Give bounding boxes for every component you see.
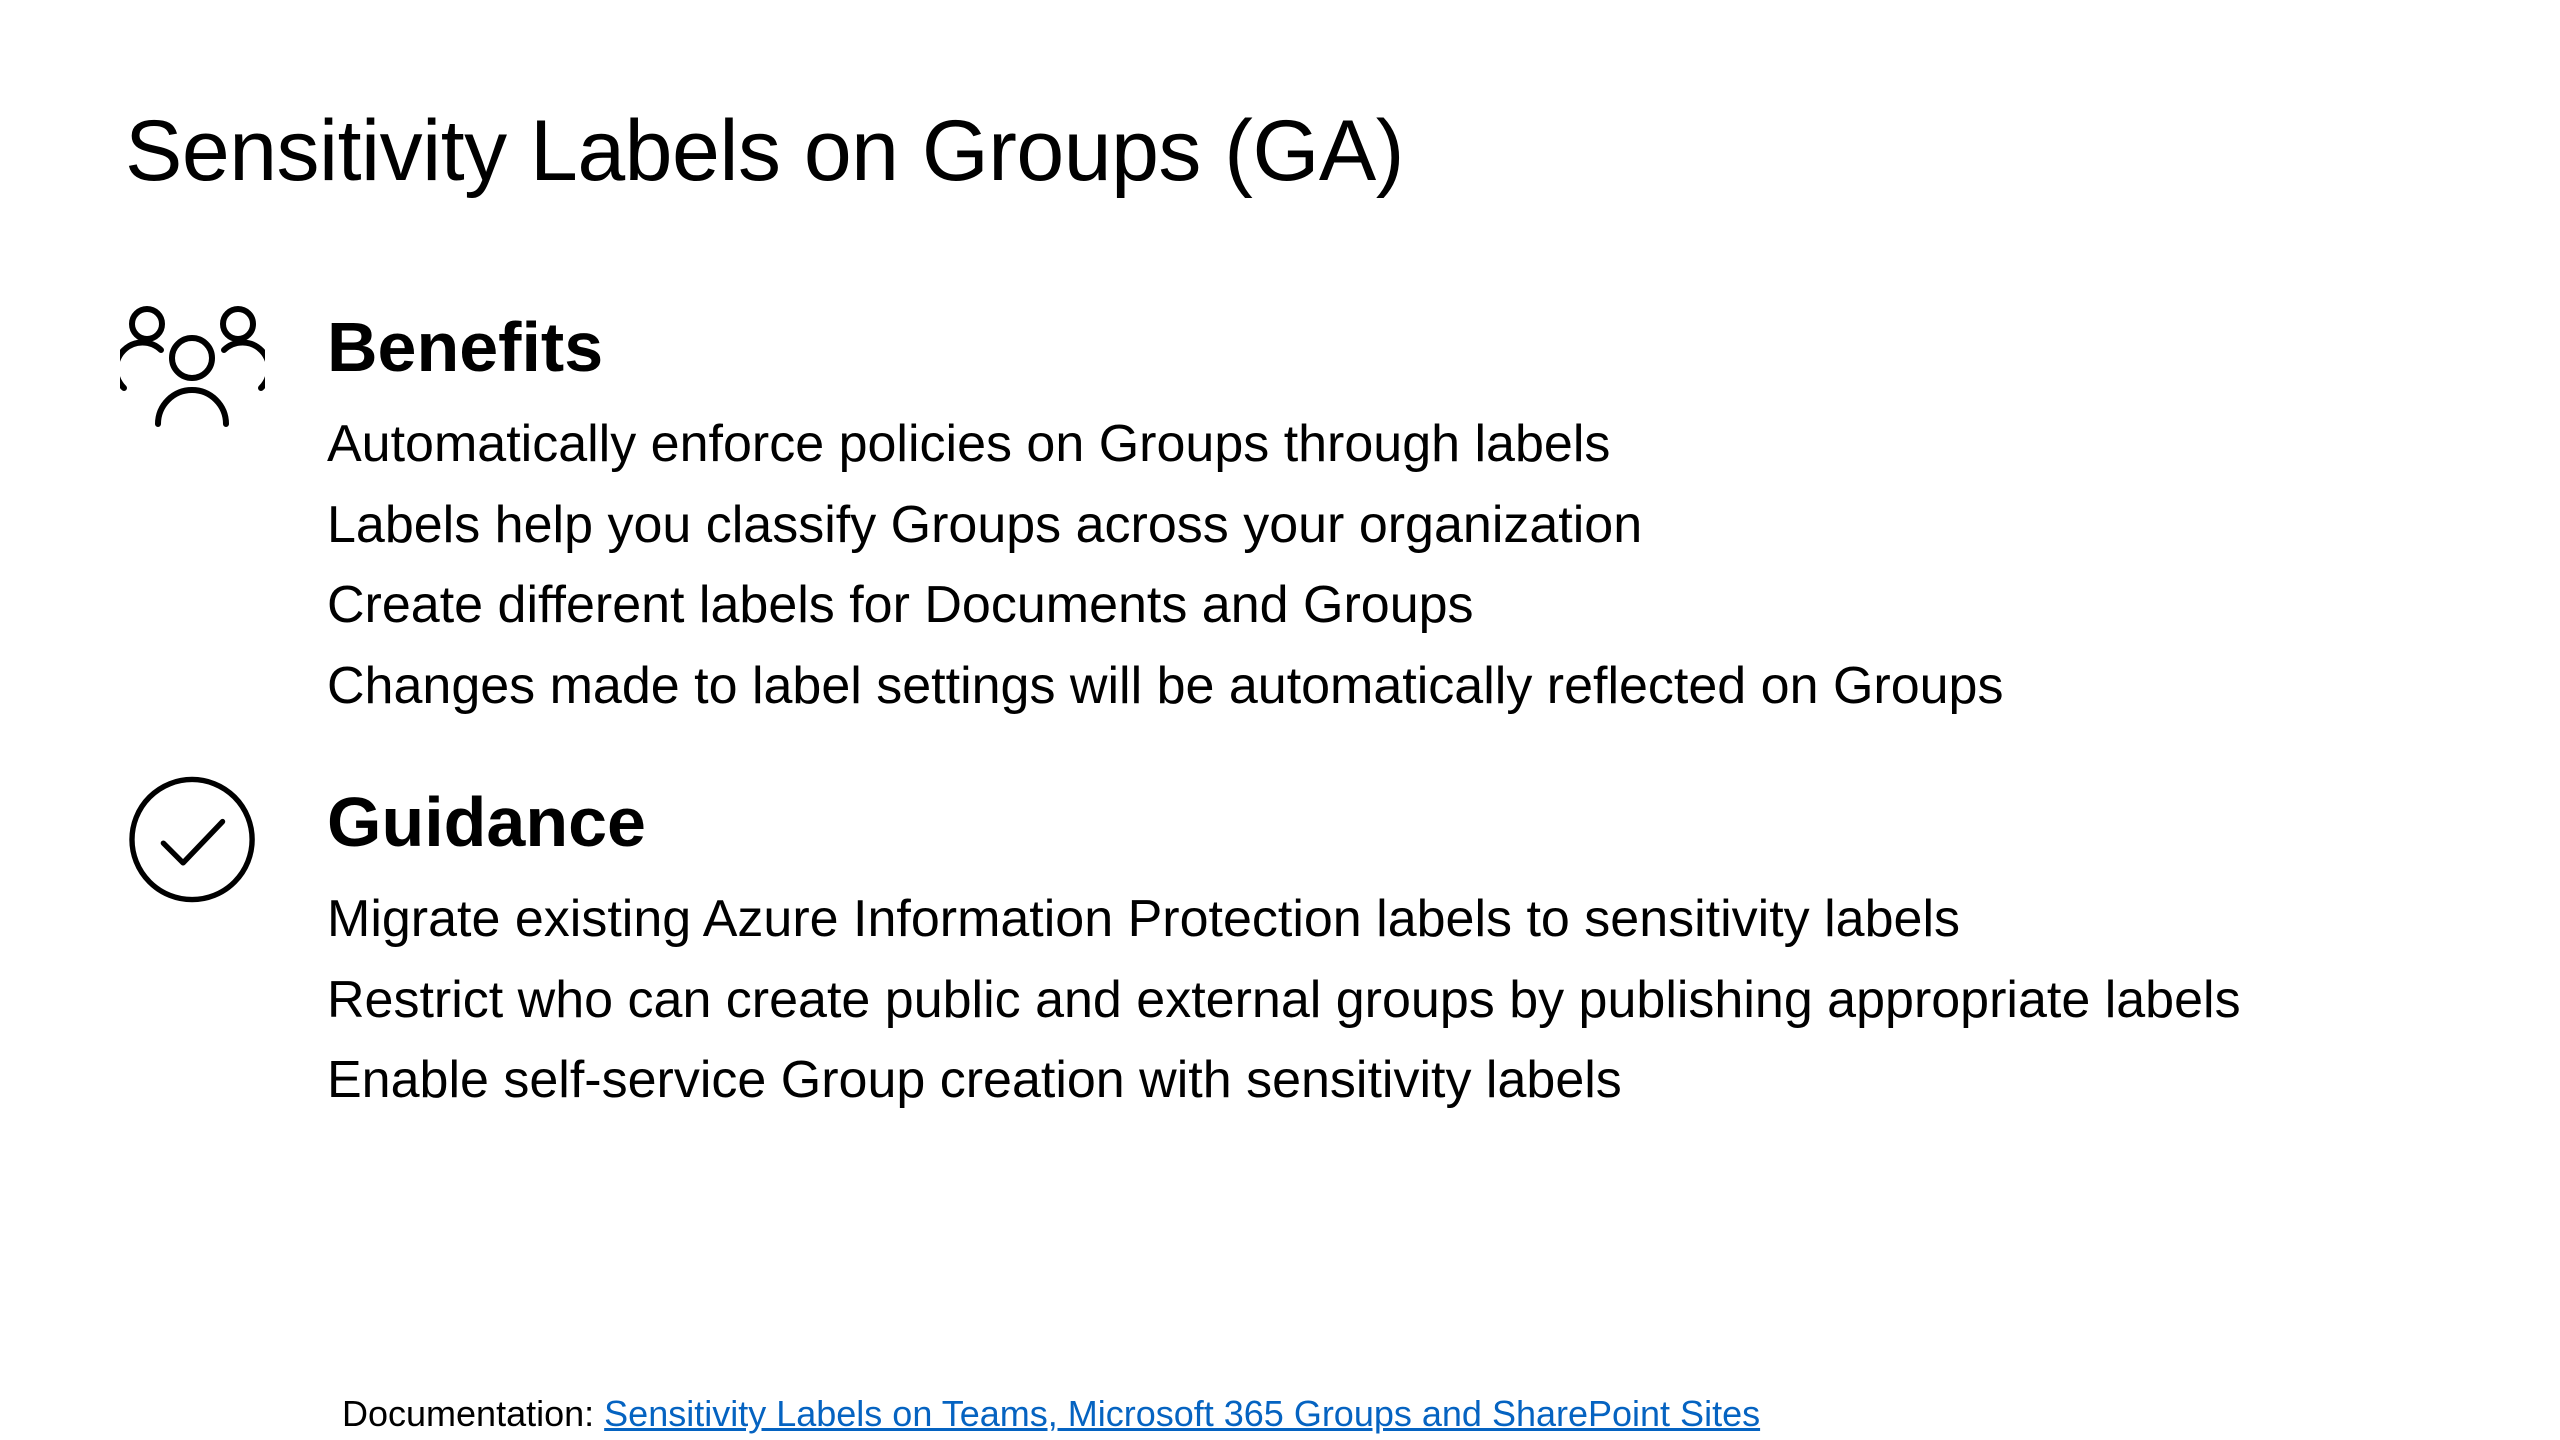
guidance-body	[327, 775, 2407, 1121]
benefits-body	[327, 300, 2407, 726]
documentation-label: Documentation:	[342, 1393, 605, 1434]
benefits-list	[327, 404, 2407, 726]
documentation-link[interactable]: Sensitivity Labels on Teams, Microsoft 365 Groups and SharePoint Sites	[604, 1393, 1761, 1434]
list-item: Restrict who can create public and external groups by publishing appropriate labels	[327, 970, 2241, 1029]
benefits-heading: Benefits	[327, 308, 604, 386]
list-item: Create different labels for Documents and Groups	[327, 576, 1474, 634]
list-item: Changes made to label settings will be automatically reflected on Groups	[327, 656, 2004, 715]
checkmark-circle-icon	[120, 775, 265, 905]
guidance-heading: Guidance	[327, 783, 646, 861]
people-group-icon	[120, 300, 265, 430]
list-item: Enable self-service Group creation with sensitivity labels	[327, 1051, 1622, 1109]
documentation-footer	[342, 1392, 1760, 1435]
list-item: Automatically enforce policies on Groups through labels	[327, 415, 1611, 473]
list-item: Labels help you classify Groups across your organization	[327, 495, 1643, 554]
slide-title: Sensitivity Labels on Groups (GA)	[125, 103, 1404, 199]
list-item: Migrate existing Azure Information Protection labels to sensitivity labels	[327, 890, 1960, 948]
guidance-list	[327, 879, 2407, 1121]
